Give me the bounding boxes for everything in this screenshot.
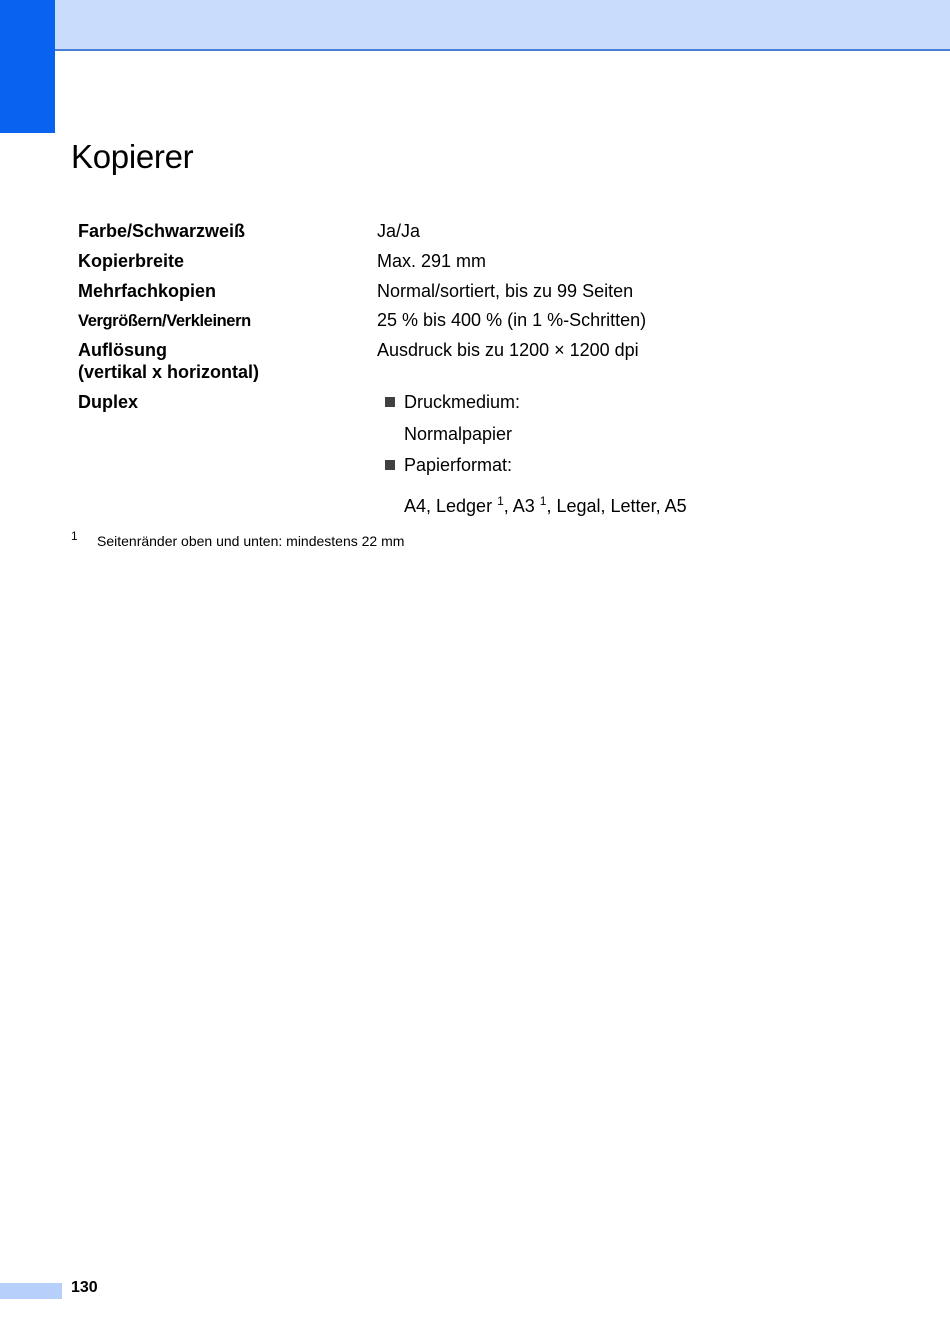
page-number: 130 — [71, 1279, 98, 1296]
format-text: A4, Ledger — [404, 496, 498, 516]
spec-label-duplex: Duplex — [78, 392, 139, 412]
spec-value-multiple-copies: Normal/sortiert, bis zu 99 Seiten — [377, 281, 634, 301]
format-text: , Legal, Letter, A5 — [546, 496, 687, 516]
page-title: Kopierer — [71, 138, 194, 175]
spec-value-copy-width: Max. 291 mm — [377, 251, 487, 271]
chapter-tab-marker — [0, 0, 55, 133]
spec-label-multiple-copies: Mehrfachkopien — [78, 281, 217, 301]
bullet-square-icon — [385, 397, 395, 407]
footnote-ref: 1 — [539, 494, 547, 508]
spec-value-resolution: Ausdruck bis zu 1200 × 1200 dpi — [377, 340, 639, 360]
spec-label-zoom: Vergrößern/Verkleinern — [78, 312, 251, 330]
duplex-media-detail: Normalpapier — [404, 424, 513, 444]
spec-label-resolution: Auflösung (vertikal x horizontal) — [78, 340, 260, 382]
spec-value-color: Ja/Ja — [377, 221, 421, 241]
spec-label-color: Farbe/Schwarzweiß — [78, 221, 246, 241]
format-text: , A3 — [503, 496, 540, 516]
footnote-mark: 1 — [71, 529, 78, 543]
spec-label-copy-width: Kopierbreite — [78, 251, 185, 271]
footnote-ref: 1 — [497, 494, 504, 508]
footnote-text: Seitenränder oben und unten: mindestens 22 mm — [97, 533, 405, 549]
header-band — [0, 0, 950, 51]
spec-value-zoom: 25 % bis 400 % (in 1 %-Schritten) — [377, 310, 647, 330]
footer-band — [0, 1283, 62, 1299]
duplex-format-detail — [404, 490, 687, 517]
duplex-format-heading: Papierformat: — [404, 455, 513, 475]
bullet-square-icon — [385, 460, 395, 470]
duplex-media-heading: Druckmedium: — [404, 392, 521, 412]
